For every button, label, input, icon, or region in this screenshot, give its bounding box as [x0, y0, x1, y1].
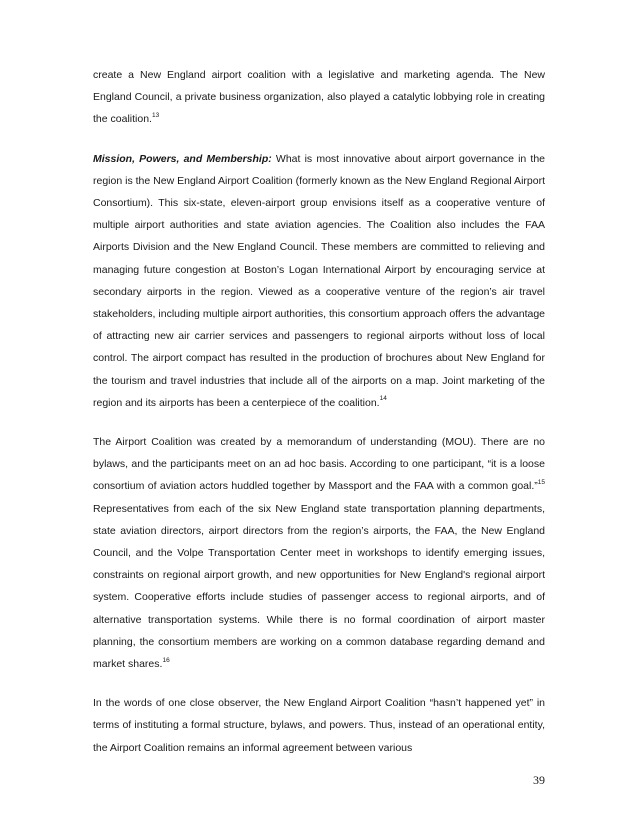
paragraph-3-text-a: The Airport Coalition was created by a memorandum of understanding (MOU). There are no bylaws, and the participants meet on an ad hoc basis. According to one participant, “it is a loose consortium of aviation actors huddled together by Massport and the FAA with a common goal.”: [93, 436, 545, 493]
footnote-marker-15: 15: [537, 478, 545, 486]
paragraph-1-text: create a New England airport coalition with a legislative and marketing agenda. The New England Council, a private business organization, also played a catalytic lobbying role in creating the coalition.: [93, 69, 545, 126]
paragraph-3: [93, 431, 545, 675]
page-number: 39: [533, 773, 545, 787]
paragraph-4-text: In the words of one close observer, the New England Airport Coalition “hasn’t happened yet” in terms of instituting a formal structure, bylaws, and powers. Thus, instead of an operational entity, the Airport Coalition remains an informal agreement between various: [93, 697, 545, 754]
paragraph-2-text: What is most innovative about airport governance in the region is the New England Airport Coalition (formerly known as the New England Regional Airport Consortium). This six-state, eleven-airport group envisions itself as a cooperative venture of multiple airport authorities and state aviation agencies. The Coalition also includes the FAA Airports Division and the New England Council. These members are committed to relieving and managing future congestion at Boston’s Logan International Airport by encouraging service at secondary airports in the region. Viewed as a cooperative venture of the region’s air travel stakeholders, including multiple airport authorities, this consortium approach offers the advantage of attracting new air carrier services and passengers to regional airports without loss of local control. The airport compact has resulted in the production of brochures about New England for the tourism and travel industries that include all of the airports on a map. Joint marketing of the region and its airports has been a centerpiece of the coalition.: [93, 152, 545, 409]
footnote-marker-16: 16: [162, 656, 170, 664]
footnote-marker-13: 13: [151, 111, 160, 119]
footnote-marker-14: 14: [379, 395, 387, 403]
paragraph-4: [93, 692, 545, 759]
body-text: [93, 64, 545, 759]
paragraph-1: [93, 64, 545, 131]
paragraph-3-text-b: Representatives from each of the six New England state transportation planning departments, state aviation directors, airport directors from the region’s airports, the FAA, the New England Council, and the Volpe Transportation Center meet in workshops to identify emerging issues, constraints on regional airport growth, and new opportunities for New England's regional airport system. Cooperative efforts include studies of passenger access to regional airports, and of alternative transportation systems. While there is no formal coordination of airport master planning, the consortium members are working on a common database regarding demand and market shares.: [93, 502, 545, 671]
paragraph-2: [93, 148, 545, 414]
section-lead-heading: Mission, Powers, and Membership:: [93, 152, 272, 165]
